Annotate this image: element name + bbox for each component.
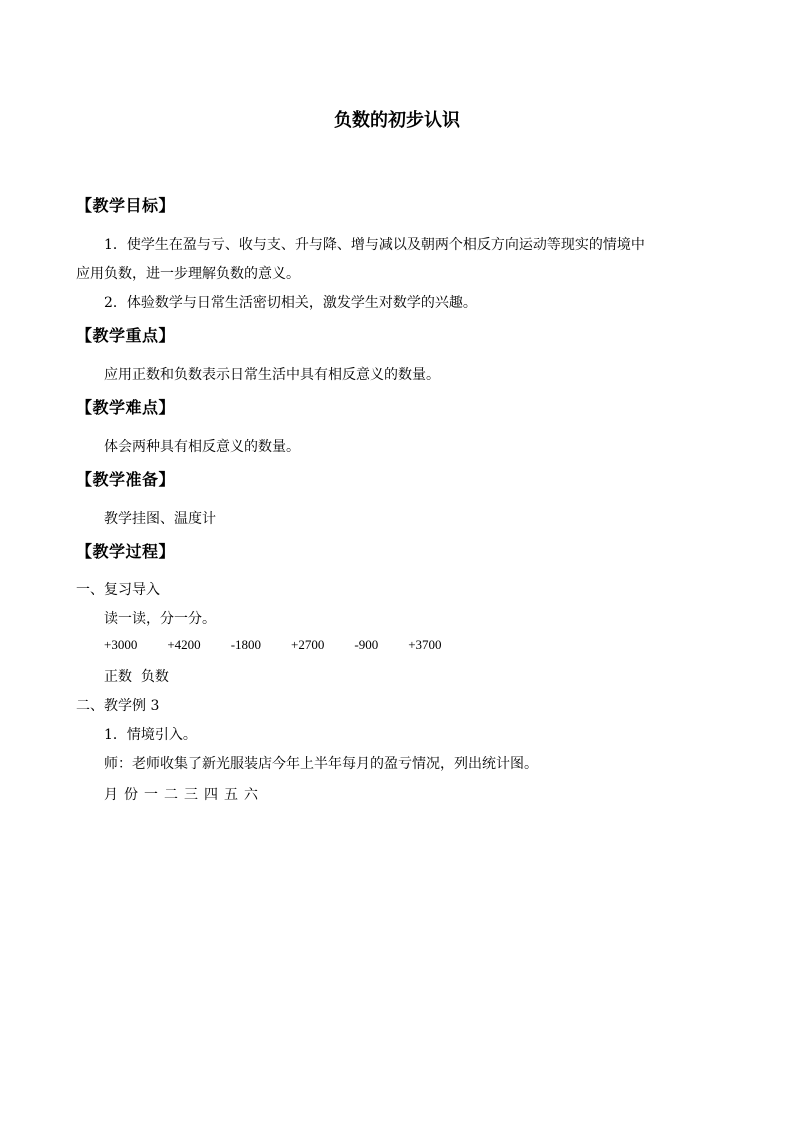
number-item: +4200: [167, 637, 201, 652]
number-list: [104, 637, 472, 653]
month-label: 四: [204, 787, 218, 803]
objective-2: 2．体验数学与日常生活密切相关，激发学生对数学的兴趣。: [104, 295, 477, 311]
objective-1-line-1: 1．使学生在盈与亏、收与支、升与降、增与减以及朝两个相反方向运动等现实的情境中: [104, 237, 645, 253]
heading-preparation: 【教学准备】: [76, 470, 176, 489]
number-item: +3700: [408, 637, 442, 652]
process-part-2-title: 二、教学例 3: [76, 698, 160, 714]
difficulties-text: 体会两种具有相反意义的数量。: [104, 439, 300, 455]
heading-process: 【教学过程】: [76, 542, 176, 561]
month-label: 三: [184, 787, 198, 803]
objective-1-line-2: 应用负数，进一步理解负数的意义。: [76, 266, 300, 282]
number-item: +3000: [104, 637, 138, 652]
process-part-1-title: 一、复习导入: [76, 582, 160, 598]
process-part-2-teacher: 师：老师收集了新光服装店今年上半年每月的盈亏情况，列出统计图。: [104, 756, 538, 772]
document-title: 负数的初步认识: [334, 110, 460, 131]
preparation-text: 教学挂图、温度计: [104, 511, 216, 527]
month-label: 月: [104, 787, 118, 803]
heading-difficulties: 【教学难点】: [76, 398, 176, 417]
key-points-text: 应用正数和负数表示日常生活中具有相反意义的数量。: [104, 367, 440, 383]
month-label: 六: [244, 787, 258, 803]
process-part-2-step-1: 1．情境引入。: [104, 727, 197, 743]
month-label: 二: [164, 787, 178, 803]
number-item: -900: [354, 637, 379, 652]
heading-key-points: 【教学重点】: [76, 326, 176, 345]
month-row: [104, 784, 264, 804]
process-part-1-instruction: 读一读，分一分。: [104, 611, 216, 627]
number-item: +2700: [291, 637, 325, 652]
classify-labels: 正数 负数: [104, 669, 169, 685]
heading-objectives: 【教学目标】: [76, 196, 176, 215]
month-label: 一: [144, 787, 158, 803]
month-label: 份: [124, 787, 138, 803]
month-label: 五: [224, 787, 238, 803]
number-item: -1800: [230, 637, 262, 652]
